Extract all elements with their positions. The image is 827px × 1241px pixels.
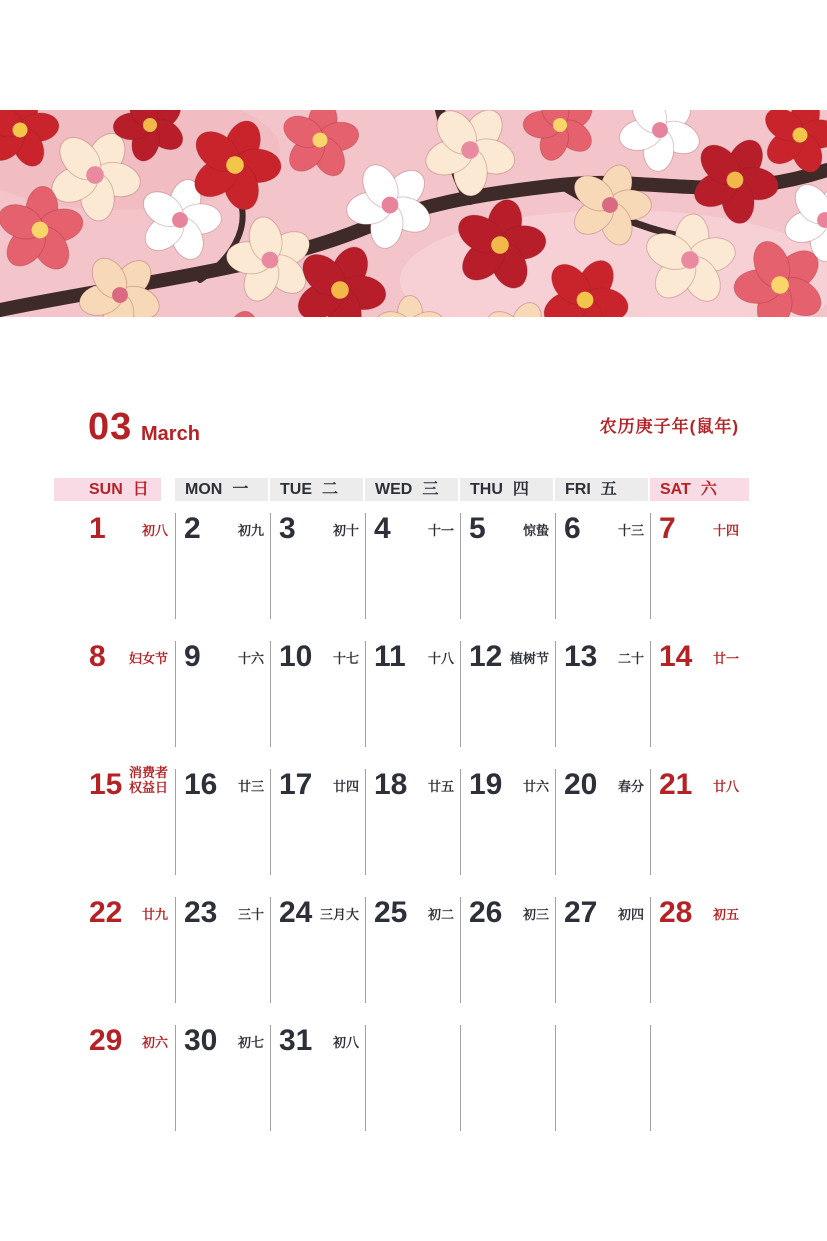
lunar-date: 初九 (237, 523, 264, 538)
lunar-date: 廿八 (712, 779, 739, 794)
lunar-date: 消费者 权益日 (128, 765, 168, 795)
lunar-date: 十三 (617, 523, 644, 538)
lunar-date: 初二 (427, 907, 454, 922)
weekday-en: SAT (660, 481, 691, 498)
column-divider (555, 769, 556, 875)
day-number[interactable]: 22 (89, 896, 123, 929)
column-divider (365, 897, 366, 1003)
weekday-en: SUN (89, 481, 123, 498)
weekday-header-mon (175, 478, 268, 501)
weekday-header-wed (365, 478, 458, 501)
lunar-date: 廿六 (522, 779, 549, 794)
day-number[interactable]: 29 (89, 1024, 123, 1057)
day-number[interactable]: 21 (659, 768, 693, 801)
column-divider (650, 641, 651, 747)
day-number[interactable]: 28 (659, 896, 693, 929)
column-divider (460, 1025, 461, 1131)
day-number[interactable]: 13 (564, 640, 598, 673)
day-number[interactable]: 25 (374, 896, 408, 929)
day-number[interactable]: 31 (279, 1024, 313, 1057)
day-number[interactable]: 24 (279, 896, 313, 929)
column-divider (270, 1025, 271, 1131)
lunar-date: 二十 (617, 651, 644, 666)
weekday-en: THU (470, 481, 503, 498)
day-number[interactable]: 20 (564, 768, 598, 801)
column-divider (460, 897, 461, 1003)
weekday-header-sat (650, 478, 749, 501)
lunar-date: 十八 (427, 651, 454, 666)
day-number[interactable]: 10 (279, 640, 313, 673)
weekday-cn: 日 (132, 481, 149, 498)
weekday-en: MON (185, 481, 223, 498)
lunar-date: 初七 (237, 1035, 264, 1050)
lunar-date: 初四 (617, 907, 644, 922)
day-number[interactable]: 6 (564, 512, 581, 545)
day-number[interactable]: 23 (184, 896, 218, 929)
day-number[interactable]: 11 (374, 640, 406, 673)
column-divider (365, 769, 366, 875)
column-divider (555, 641, 556, 747)
column-divider (270, 769, 271, 875)
lunar-date: 十四 (712, 523, 739, 538)
column-divider (650, 897, 651, 1003)
column-divider (460, 513, 461, 619)
lunar-date: 廿一 (712, 651, 739, 666)
day-number[interactable]: 18 (374, 768, 408, 801)
lunar-date: 廿三 (237, 779, 264, 794)
day-number[interactable]: 8 (89, 640, 106, 673)
column-divider (650, 1025, 651, 1131)
lunar-year: 农历庚子年(鼠年) (599, 417, 739, 436)
day-number[interactable]: 12 (469, 640, 503, 673)
day-number[interactable]: 16 (184, 768, 218, 801)
column-divider (650, 513, 651, 619)
weekday-en: WED (375, 481, 413, 498)
column-divider (270, 897, 271, 1003)
day-number[interactable]: 7 (659, 512, 676, 545)
day-number[interactable]: 3 (279, 512, 296, 545)
weekday-cn: 五 (600, 481, 617, 498)
weekday-header-thu (460, 478, 553, 501)
cherry-blossom-banner (0, 110, 827, 317)
lunar-date: 廿五 (427, 779, 454, 794)
lunar-date: 初五 (712, 907, 739, 922)
lunar-date: 初六 (141, 1035, 168, 1050)
lunar-date: 植树节 (509, 651, 549, 666)
lunar-date: 十一 (427, 523, 454, 538)
column-divider (365, 641, 366, 747)
column-divider (555, 513, 556, 619)
weekday-cn: 三 (422, 481, 439, 498)
column-divider (270, 513, 271, 619)
weekday-header-fri (555, 478, 648, 501)
day-number[interactable]: 14 (659, 640, 693, 673)
day-number[interactable]: 9 (184, 640, 201, 673)
weekday-cn: 二 (322, 481, 339, 498)
day-number[interactable]: 2 (184, 512, 201, 545)
lunar-date: 初八 (141, 523, 168, 538)
lunar-date: 廿四 (332, 779, 359, 794)
column-divider (555, 1025, 556, 1131)
column-divider (175, 769, 176, 875)
lunar-date: 廿九 (141, 907, 168, 922)
lunar-date: 初八 (332, 1035, 359, 1050)
lunar-date: 妇女节 (128, 651, 168, 666)
day-number[interactable]: 19 (469, 768, 503, 801)
column-divider (460, 769, 461, 875)
lunar-date: 十六 (237, 651, 264, 666)
column-divider (650, 769, 651, 875)
column-divider (460, 641, 461, 747)
weekday-en: TUE (280, 481, 312, 498)
lunar-date: 三月大 (319, 907, 359, 922)
column-divider (270, 641, 271, 747)
weekday-en: FRI (565, 481, 591, 498)
column-divider (555, 897, 556, 1003)
day-number[interactable]: 26 (469, 896, 503, 929)
weekday-cn: 一 (232, 481, 249, 498)
column-divider (175, 641, 176, 747)
column-divider (175, 897, 176, 1003)
weekday-cn: 四 (512, 481, 529, 498)
lunar-date: 十七 (332, 651, 359, 666)
month-name: March (141, 423, 200, 445)
day-number[interactable]: 30 (184, 1024, 218, 1057)
month-number: 03 (88, 406, 133, 448)
column-divider (175, 513, 176, 619)
lunar-date: 春分 (617, 779, 644, 794)
weekday-cn: 六 (700, 481, 717, 498)
day-number[interactable]: 1 (89, 512, 106, 545)
day-number[interactable]: 17 (279, 768, 313, 801)
lunar-date: 惊蛰 (522, 523, 549, 538)
lunar-date: 三十 (237, 907, 264, 922)
day-number[interactable]: 15 (89, 768, 123, 801)
column-divider (365, 1025, 366, 1131)
day-number[interactable]: 27 (564, 896, 598, 929)
column-divider (175, 1025, 176, 1131)
day-number[interactable]: 5 (469, 512, 486, 545)
day-number[interactable]: 4 (374, 512, 391, 545)
lunar-date: 初三 (522, 907, 549, 922)
weekday-header-sun (54, 478, 161, 501)
lunar-date: 初十 (332, 523, 359, 538)
column-divider (365, 513, 366, 619)
weekday-header-tue (270, 478, 363, 501)
